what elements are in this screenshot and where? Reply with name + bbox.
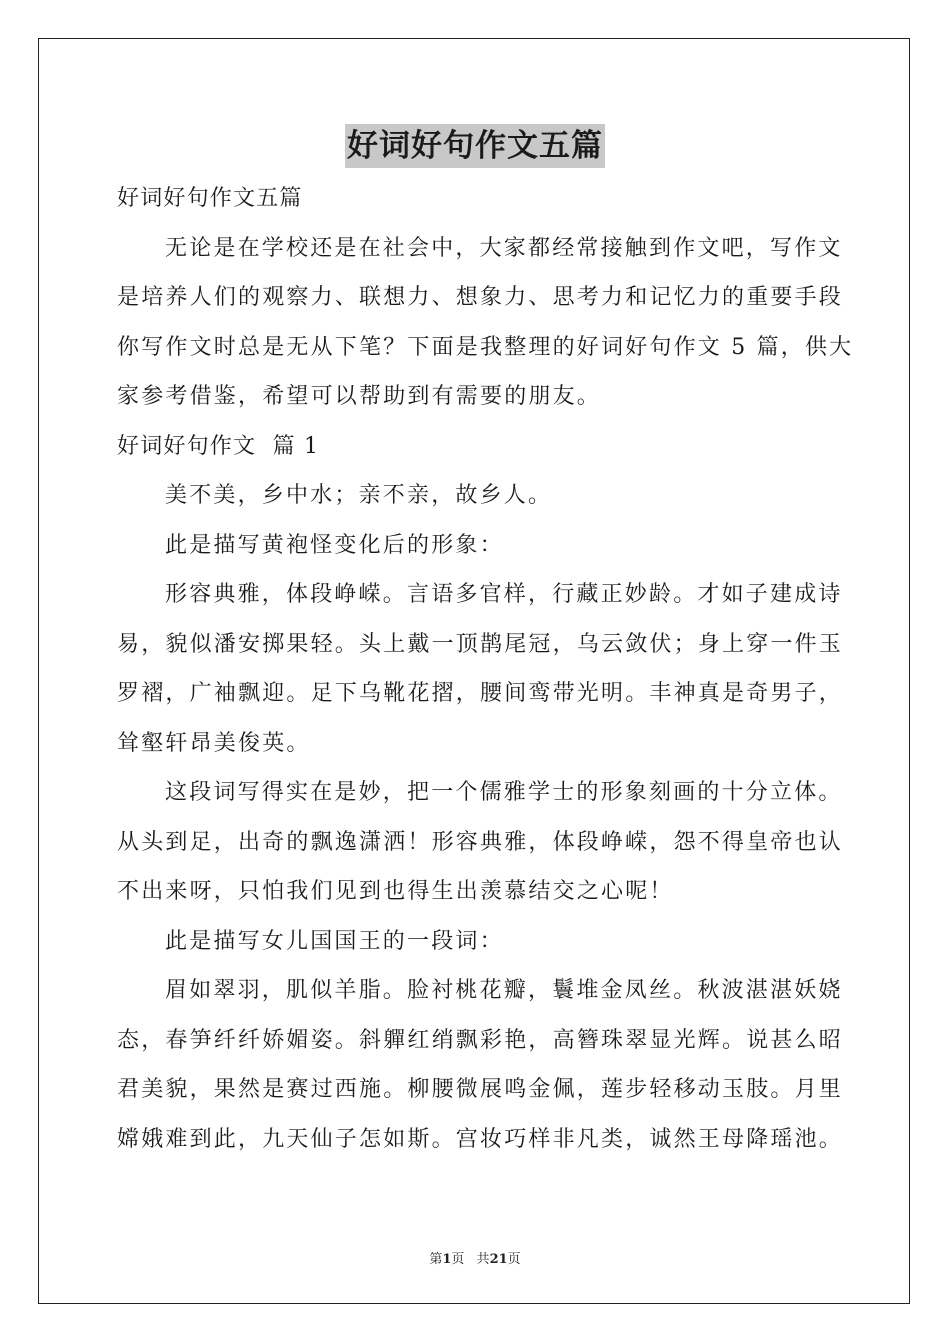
paragraph-line: 罗褶，广袖飘迎。足下乌靴花摺，腰间鸾带光明。丰神真是奇男子， (117, 681, 844, 706)
paragraph-line: 嫦娥难到此，九天仙子怎如斯。宫妆巧样非凡类，诚然王母降瑶池。 (117, 1126, 844, 1152)
paragraph-line: 这段词写得实在是妙，把一个儒雅学士的形象刻画的十分立体。 (165, 780, 843, 805)
paragraph-line: 耸壑轩昂美俊英。 (117, 730, 311, 756)
paragraph-line: 是培养人们的观察力、联想力、想象力、思考力和记忆力的重要手段 (117, 285, 844, 310)
paragraph-line: 态，春笋纤纤娇媚姿。斜軃红绡飘彩艳，高簪珠翠显光辉。说甚么昭 (117, 1027, 844, 1053)
page-prefix: 第 (429, 1252, 443, 1267)
page-number (429, 1252, 464, 1267)
page-footer (0, 1248, 950, 1267)
total-num: 21 (489, 1252, 508, 1267)
paragraph-queen-verse (117, 966, 844, 1164)
paragraph-huangpao-verse (117, 570, 844, 768)
document-body (117, 174, 854, 1164)
paragraph-line: 眉如翠羽，肌似羊脂。脸衬桃花瓣，鬟堆金凤丝。秋波湛湛妖娆 (165, 978, 843, 1003)
paragraph-intro-queen: 此是描写女儿国国王的一段词： (165, 928, 504, 954)
page-total (477, 1252, 521, 1267)
total-suffix: 页 (507, 1252, 521, 1267)
paragraph-line: 你写作文时总是无从下笔？下面是我整理的好词好句作文 5 篇，供大 (117, 334, 854, 360)
paragraph-commentary (117, 768, 844, 917)
paragraph-line: 易，貌似潘安掷果轻。头上戴一顶鹊尾冠，乌云敛伏；身上穿一件玉 (117, 631, 844, 657)
page-num: 1 (442, 1252, 452, 1267)
section-heading: 好词好句作文 篇 1 (117, 433, 320, 459)
paragraph-line: 从头到足，出奇的飘逸潇洒！形容典雅，体段峥嵘，怨不得皇帝也认 (117, 829, 844, 855)
paragraph-line: 家参考借鉴，希望可以帮助到有需要的朋友。 (117, 384, 602, 409)
intro-paragraph (117, 224, 854, 422)
total-prefix: 共 (476, 1252, 490, 1267)
paragraph-intro-huangpao: 此是描写黄袍怪变化后的形象： (165, 532, 504, 558)
paragraph-line: 不出来呀，只怕我们见到也得生出羡慕结交之心呢！ (117, 879, 674, 904)
document-title: 好词好句作文五篇 (345, 124, 605, 168)
paragraph-line: 无论是在学校还是在社会中，大家都经常接触到作文吧，写作文 (165, 235, 843, 261)
paragraph-proverb: 美不美，乡中水；亲不亲，故乡人。 (165, 483, 553, 508)
paragraph-line: 形容典雅，体段峥嵘。言语多官样，行藏正妙龄。才如子建成诗 (165, 582, 843, 607)
paragraph-line: 君美貌，果然是赛过西施。柳腰微展鸣金佩，莲步轻移动玉肢。月里 (117, 1077, 844, 1102)
page-suffix: 页 (451, 1252, 465, 1267)
document-subtitle: 好词好句作文五篇 (117, 186, 303, 211)
title-container (0, 124, 950, 168)
